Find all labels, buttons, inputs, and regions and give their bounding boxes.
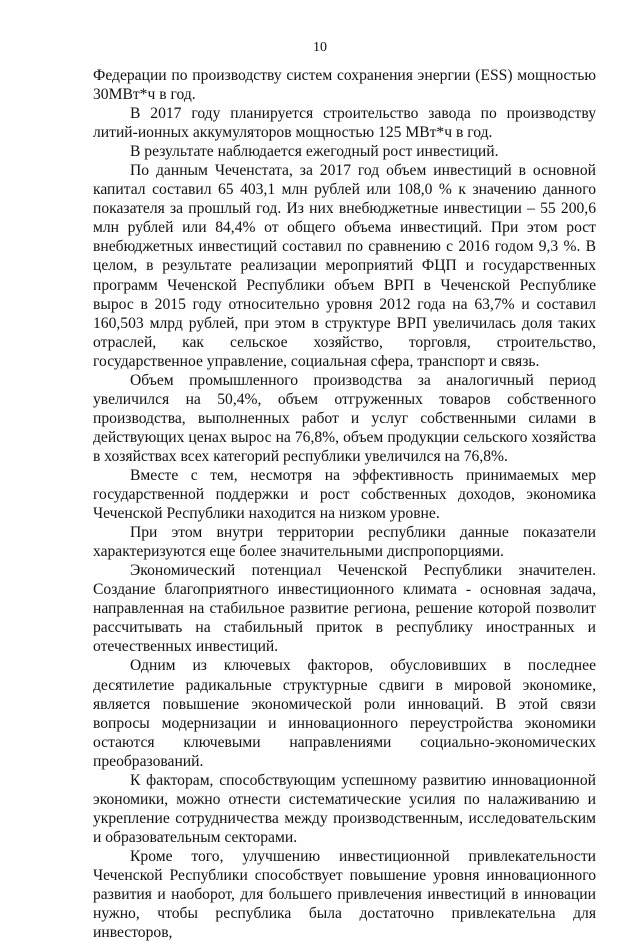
paragraph: В 2017 году планируется строительство завода по производству литий-ионных аккумуляторов мощностью 125 МВт*ч в год. — [93, 105, 596, 142]
paragraph: Кроме того, улучшению инвестиционной привлекательности Чеченской Республики способствует повышение уровня инновационного развития и наоборот, для большего привлечения инвестиций в инновации нужно, чтобы республика была достаточно привлекательна для инвесторов, — [93, 847, 596, 942]
paragraph: К факторам, способствующим успешному развитию инновационной экономики, можно отнести систематические усилия по налаживанию и укрепление сотрудничества между производственным, исследовательским и образовательным секторами. — [93, 771, 596, 846]
paragraph: Одним из ключевых факторов, обусловивших в последнее десятилетие радикальные структурные сдвиги в мировой экономике, является повышение экономической роли инноваций. В этой связи вопросы модернизации и инновационного переустройства экономики остаются ключевыми направлениями социально-экономических преобразований. — [93, 657, 596, 770]
paragraph: Объем промышленного производства за аналогичный период увеличился на 50,4%, объем отгруженных товаров собственного производства, выполненных работ и услуг собственными силами в действующих ценах вырос на 76,8%, объем продукции сельского хозяйства в хозяйствах всех категорий республики увеличился на 76,8%. — [93, 371, 596, 465]
paragraph: По данным Чеченстата, за 2017 год объем инвестиций в основной капитал составил 65 403,1 млн рублей или 108,0 % к значению данного показателя за прошлый год. Из них внебюджетные инвестиции – 55 200,6 млн рублей или 84,4% от общего объема инвестиций. При этом рост внебюджетных инвестиций составил по сравнению с 2016 годом 9,3 %. В целом, в результате реализации мероприятий ФЦП и государственных программ Чеченской Республики объем ВРП в Чеченской Республике вырос в 2015 году относительно уровня 2012 года на 63,7% и составил 160,503 млрд рублей, при этом в структуре ВРП увеличилась доля таких отраслей, как сельское хозяйство, торговля, строительство, государственное управление, социальная сфера, транспорт и связь. — [93, 162, 596, 370]
document-body — [93, 66, 596, 942]
page-number: 10 — [313, 40, 327, 55]
paragraph: Вместе с тем, несмотря на эффективность принимаемых мер государственной поддержки и рост собственных доходов, экономика Чеченской Республики находится на низком уровне. — [93, 466, 596, 523]
paragraph: Экономический потенциал Чеченской Республики значителен. Создание благоприятного инвестиционного климата - основная задача, направленная на стабильное развитие региона, решение которой позволит рассчитывать на стабильный приток в республику иностранных и отечественных инвестиций. — [93, 562, 596, 656]
paragraph: В результате наблюдается ежегодный рост инвестиций. — [130, 143, 499, 161]
paragraph: При этом внутри территории республики данные показатели характеризуются еще более значительными диспропорциями. — [93, 524, 596, 561]
paragraph: Федерации по производству систем сохранения энергии (ESS) мощностью 30МВт*ч в год. — [93, 67, 596, 104]
